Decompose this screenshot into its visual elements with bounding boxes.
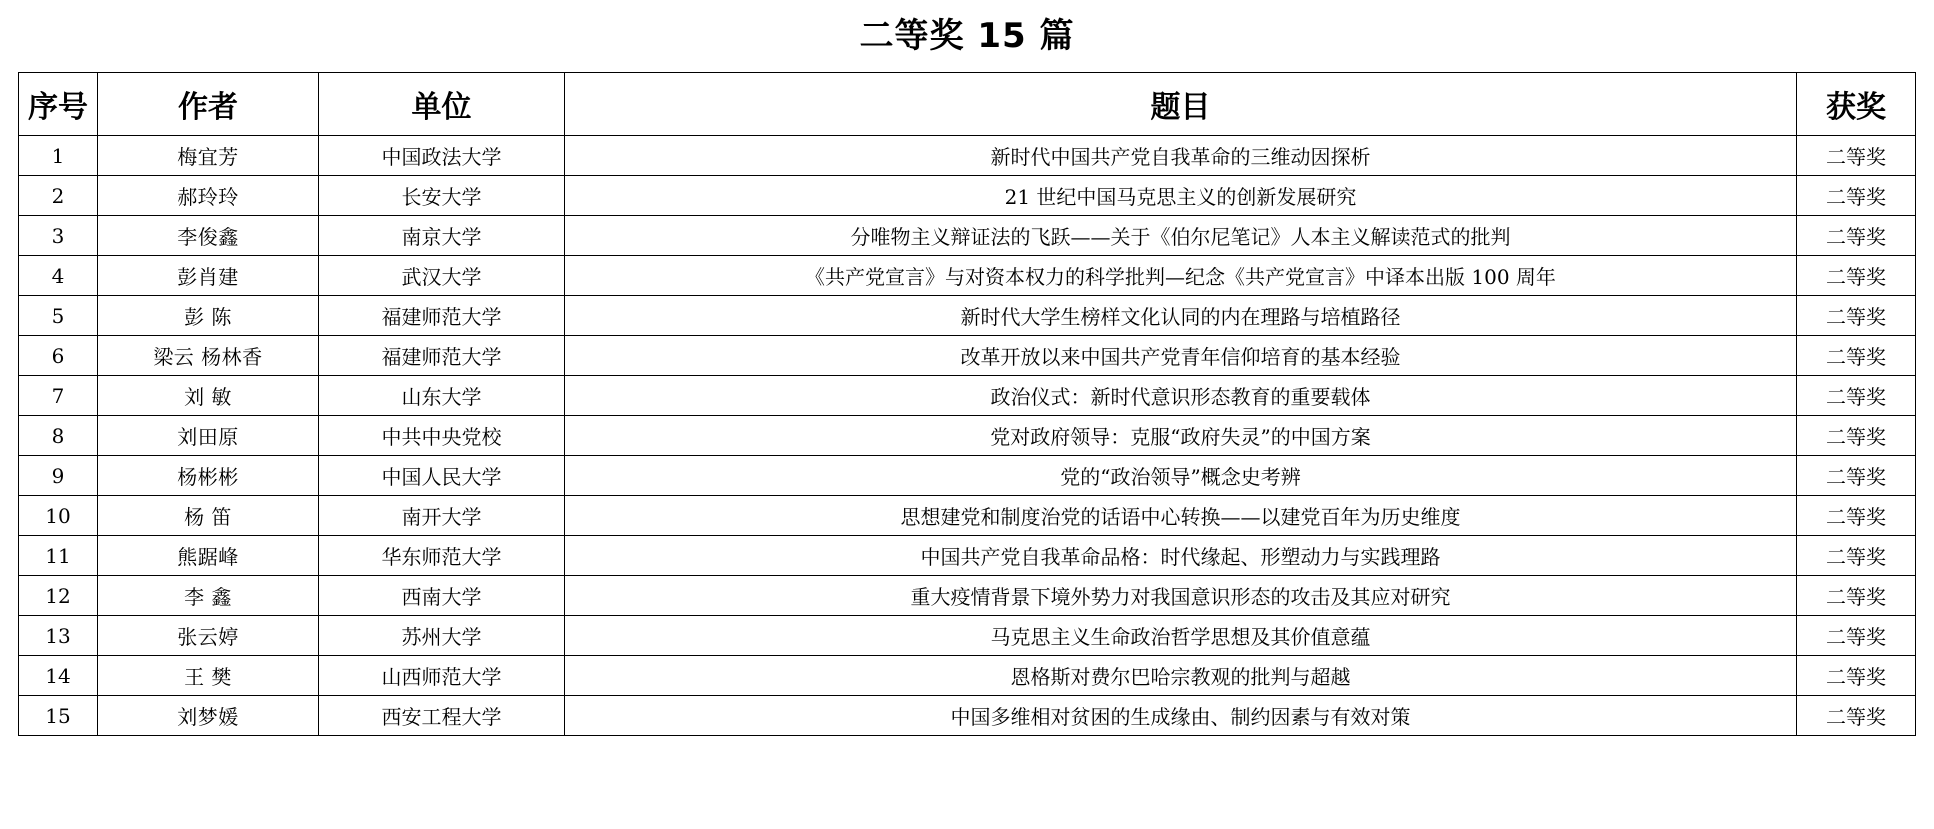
cell-index: 11 [19,536,98,576]
table-row [19,456,1916,496]
cell-index: 15 [19,696,98,736]
table-body [19,136,1916,736]
cell-award: 二等奖 [1797,176,1916,216]
cell-title: 党对政府领导：克服“政府失灵”的中国方案 [565,416,1797,456]
cell-index: 7 [19,376,98,416]
cell-author: 梁云 杨林香 [98,336,319,376]
cell-org: 西安工程大学 [319,696,565,736]
cell-title: 中国多维相对贫困的生成缘由、制约因素与有效对策 [565,696,1797,736]
cell-author: 李 鑫 [98,576,319,616]
cell-author: 熊踞峰 [98,536,319,576]
cell-author: 刘田原 [98,416,319,456]
cell-org: 南开大学 [319,496,565,536]
table-row [19,496,1916,536]
cell-index: 9 [19,456,98,496]
cell-award: 二等奖 [1797,256,1916,296]
cell-author: 彭肖建 [98,256,319,296]
cell-org: 山东大学 [319,376,565,416]
cell-title: 恩格斯对费尔巴哈宗教观的批判与超越 [565,656,1797,696]
table-header [19,73,1916,136]
cell-org: 中国政法大学 [319,136,565,176]
cell-author: 李俊鑫 [98,216,319,256]
cell-index: 14 [19,656,98,696]
cell-org: 山西师范大学 [319,656,565,696]
cell-author: 郝玲玲 [98,176,319,216]
cell-title: 新时代大学生榜样文化认同的内在理路与培植路径 [565,296,1797,336]
cell-index: 1 [19,136,98,176]
column-header-author: 作者 [98,73,319,136]
cell-index: 2 [19,176,98,216]
cell-award: 二等奖 [1797,496,1916,536]
cell-title: 思想建党和制度治党的话语中心转换——以建党百年为历史维度 [565,496,1797,536]
cell-org: 中共中央党校 [319,416,565,456]
cell-award: 二等奖 [1797,576,1916,616]
cell-title: 分唯物主义辩证法的飞跃——关于《伯尔尼笔记》人本主义解读范式的批判 [565,216,1797,256]
cell-author: 杨彬彬 [98,456,319,496]
table-row [19,696,1916,736]
cell-award: 二等奖 [1797,136,1916,176]
cell-award: 二等奖 [1797,296,1916,336]
table-row [19,576,1916,616]
table-row [19,216,1916,256]
cell-title: 政治仪式：新时代意识形态教育的重要载体 [565,376,1797,416]
cell-title: 《共产党宣言》与对资本权力的科学批判—纪念《共产党宣言》中译本出版 100 周年 [565,256,1797,296]
cell-title: 马克思主义生命政治哲学思想及其价值意蕴 [565,616,1797,656]
cell-award: 二等奖 [1797,416,1916,456]
cell-award: 二等奖 [1797,336,1916,376]
cell-org: 福建师范大学 [319,336,565,376]
cell-award: 二等奖 [1797,536,1916,576]
cell-title: 中国共产党自我革命品格：时代缘起、形塑动力与实践理路 [565,536,1797,576]
cell-org: 西南大学 [319,576,565,616]
cell-author: 刘梦媛 [98,696,319,736]
table-row [19,176,1916,216]
table-row [19,336,1916,376]
cell-org: 南京大学 [319,216,565,256]
cell-title: 改革开放以来中国共产党青年信仰培育的基本经验 [565,336,1797,376]
cell-index: 13 [19,616,98,656]
cell-index: 12 [19,576,98,616]
column-header-title: 题目 [565,73,1797,136]
cell-author: 杨 笛 [98,496,319,536]
page-title: 二等奖 15 篇 [859,16,1075,56]
table-row [19,416,1916,456]
table-row [19,616,1916,656]
table-row [19,376,1916,416]
cell-title: 新时代中国共产党自我革命的三维动因探析 [565,136,1797,176]
table-row [19,256,1916,296]
cell-index: 5 [19,296,98,336]
cell-index: 8 [19,416,98,456]
cell-title: 21 世纪中国马克思主义的创新发展研究 [565,176,1797,216]
cell-award: 二等奖 [1797,656,1916,696]
cell-index: 4 [19,256,98,296]
cell-award: 二等奖 [1797,696,1916,736]
cell-org: 福建师范大学 [319,296,565,336]
table-row [19,656,1916,696]
cell-award: 二等奖 [1797,376,1916,416]
cell-author: 刘 敏 [98,376,319,416]
table-header-row [19,73,1916,136]
table-row [19,536,1916,576]
cell-org: 苏州大学 [319,616,565,656]
cell-award: 二等奖 [1797,456,1916,496]
cell-org: 武汉大学 [319,256,565,296]
cell-author: 彭 陈 [98,296,319,336]
cell-org: 中国人民大学 [319,456,565,496]
cell-title: 重大疫情背景下境外势力对我国意识形态的攻击及其应对研究 [565,576,1797,616]
cell-author: 张云婷 [98,616,319,656]
cell-index: 10 [19,496,98,536]
cell-index: 6 [19,336,98,376]
column-header-award: 获奖 [1797,73,1916,136]
cell-award: 二等奖 [1797,216,1916,256]
column-header-org: 单位 [319,73,565,136]
cell-award: 二等奖 [1797,616,1916,656]
cell-index: 3 [19,216,98,256]
cell-author: 王 樊 [98,656,319,696]
cell-org: 长安大学 [319,176,565,216]
cell-title: 党的“政治领导”概念史考辨 [565,456,1797,496]
table-row [19,136,1916,176]
award-table [18,72,1916,736]
column-header-index: 序号 [19,73,98,136]
cell-author: 梅宜芳 [98,136,319,176]
table-row [19,296,1916,336]
cell-org: 华东师范大学 [319,536,565,576]
